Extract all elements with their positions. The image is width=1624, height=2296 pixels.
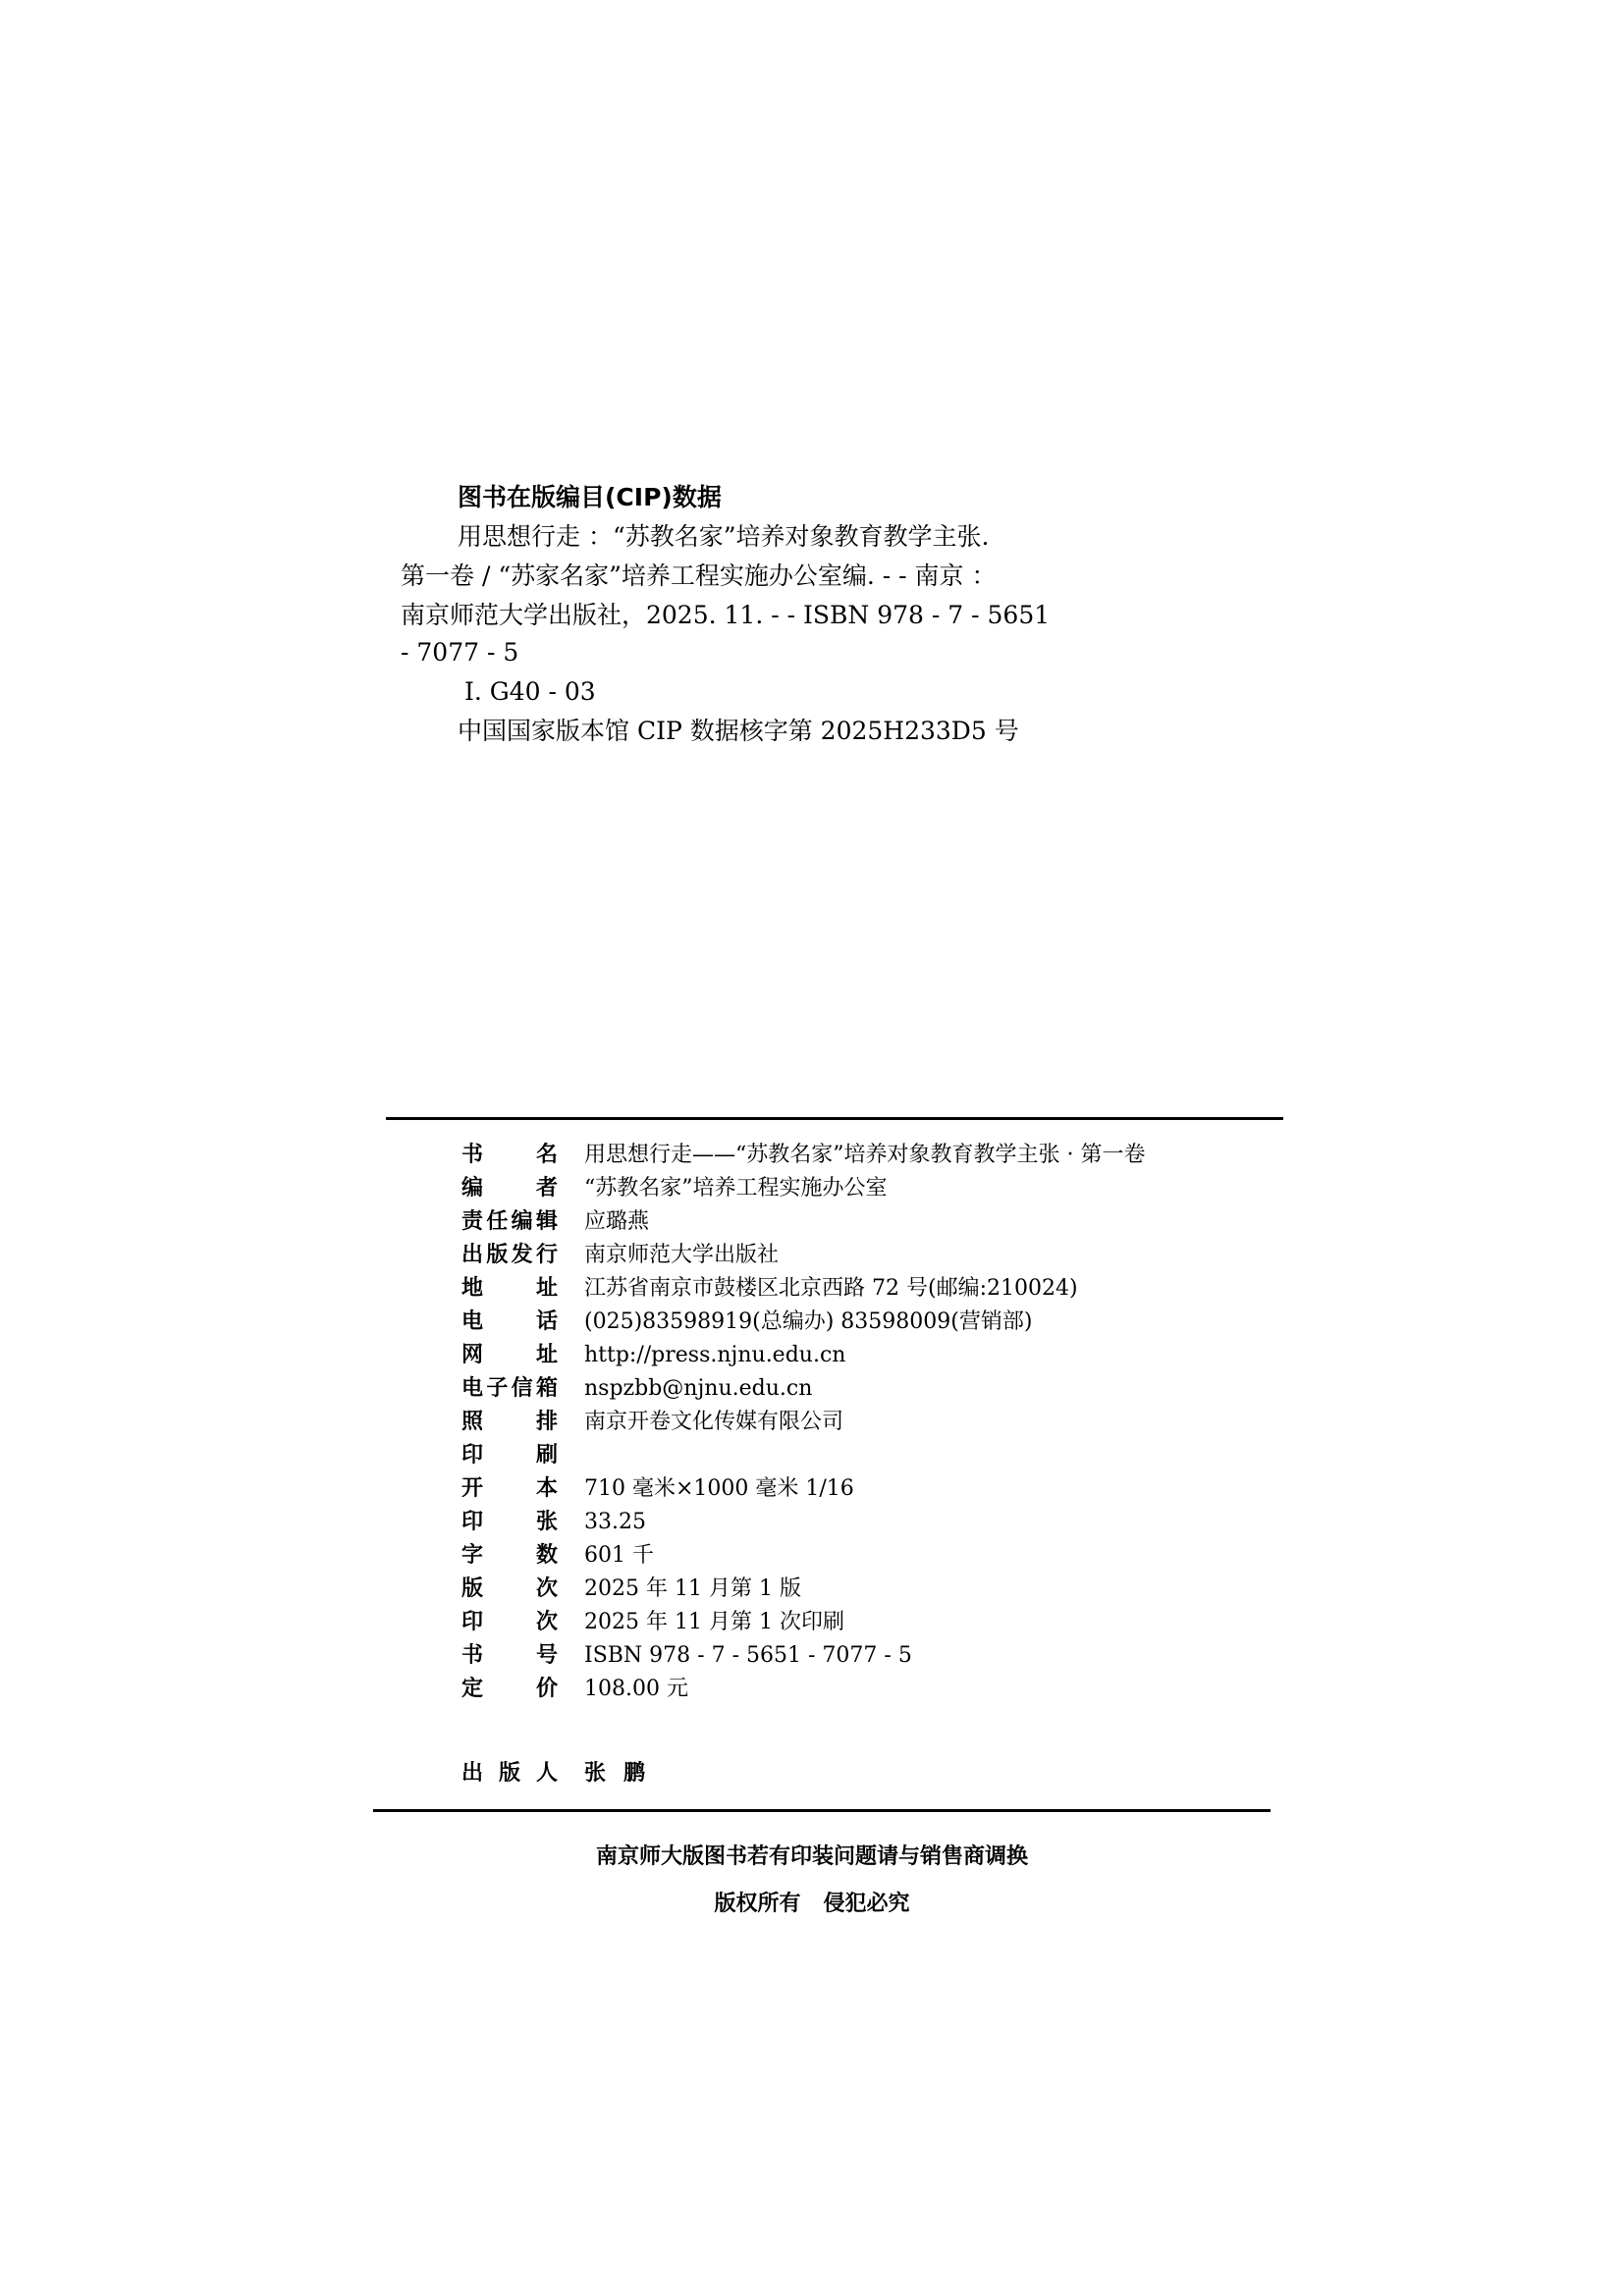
row-label: 责任编辑 xyxy=(461,1209,558,1234)
publisher-label: 出版人 xyxy=(461,1761,558,1786)
row-value: 33.25 xyxy=(584,1510,646,1534)
website-link[interactable]: http://press.njnu.edu.cn xyxy=(584,1343,846,1367)
cip-line: - 7077 - 5 xyxy=(401,638,519,667)
row-value: (025)83598919(总编办) 83598009(营销部) xyxy=(584,1309,1033,1334)
top-divider xyxy=(386,1117,1283,1120)
row-value: 南京开卷文化传媒有限公司 xyxy=(584,1410,844,1434)
row-value: 601 千 xyxy=(584,1543,654,1568)
row-value: 2025 年 11 月第 1 次印刷 xyxy=(584,1610,844,1634)
replacement-notice: 南京师大版图书若有印装问题请与销售商调换 xyxy=(595,1844,1028,1869)
row-value: 2025 年 11 月第 1 版 xyxy=(584,1576,801,1601)
row-label: 字数 xyxy=(461,1543,558,1568)
row-label: 电子信箱 xyxy=(461,1376,558,1401)
row-value: 应璐燕 xyxy=(584,1209,650,1234)
row-label: 印次 xyxy=(461,1610,558,1634)
row-label: 电话 xyxy=(461,1309,558,1334)
cip-line: 用思想行走 ：“苏教名家”培养对象教育教学主张. xyxy=(458,522,990,551)
row-value: 江苏省南京市鼓楼区北京西路 72 号(邮编:210024) xyxy=(584,1276,1078,1301)
row-label: 网址 xyxy=(461,1343,558,1367)
row-value: 108.00 元 xyxy=(584,1677,688,1701)
email-link[interactable]: nspzbb@njnu.edu.cn xyxy=(584,1376,813,1401)
cip-line: 南京师范大学出版社，2025. 11. - - ISBN 978 - 7 - 5651 xyxy=(401,601,1051,629)
cip-record-number: 中国国家版本馆 CIP 数据核字第 2025H233D5 号 xyxy=(458,717,1019,745)
row-value: 用思想行走——“苏教名家”培养对象教育教学主张 · 第一卷 xyxy=(584,1143,1146,1167)
cip-title: 图书在版编目(CIP)数据 xyxy=(458,483,722,511)
copyright-notice: 版权所有 侵犯必究 xyxy=(714,1892,910,1916)
row-label: 书号 xyxy=(461,1643,558,1668)
row-label: 书名 xyxy=(461,1143,558,1167)
cip-classification: Ⅰ. G40 - 03 xyxy=(464,677,596,706)
row-value: 710 毫米×1000 毫米 1/16 xyxy=(584,1476,854,1501)
row-value: “苏教名家”培养工程实施办公室 xyxy=(584,1176,888,1201)
bottom-divider xyxy=(373,1809,1271,1812)
row-label: 印刷 xyxy=(461,1443,558,1468)
row-label: 编者 xyxy=(461,1176,558,1201)
cip-line: 第一卷 / “苏家名家”培养工程实施办公室编. - - 南京 ： xyxy=(401,561,997,590)
row-label: 开本 xyxy=(461,1476,558,1501)
publisher-name: 张鹏 xyxy=(584,1761,664,1786)
row-value: 南京师范大学出版社 xyxy=(584,1243,780,1267)
row-label: 印张 xyxy=(461,1510,558,1534)
row-value: ISBN 978 - 7 - 5651 - 7077 - 5 xyxy=(584,1643,912,1668)
row-label: 定价 xyxy=(461,1677,558,1701)
row-label: 照排 xyxy=(461,1410,558,1434)
row-label: 地址 xyxy=(461,1276,558,1301)
row-label: 版次 xyxy=(461,1576,558,1601)
row-label: 出版发行 xyxy=(461,1243,558,1267)
